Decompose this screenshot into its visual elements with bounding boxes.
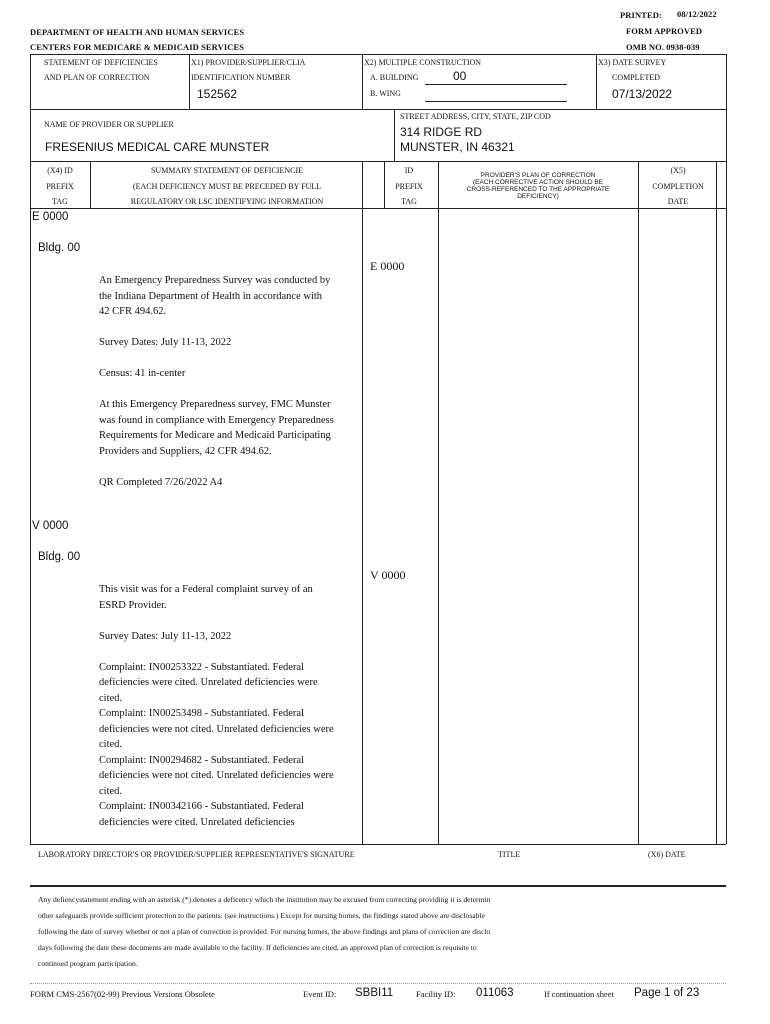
v-paragraph: Survey Dates: July 11-13, 2022 <box>99 630 232 642</box>
provider-id-value: 152562 <box>197 87 238 101</box>
x5-header-3: DATE <box>667 197 689 206</box>
date-survey-label-1: X3) DATE SURVEY <box>598 58 667 67</box>
e-paragraph: Census: 41 in-center <box>99 368 186 379</box>
title-label: TITLE <box>498 850 521 859</box>
e-paragraph: QR Completed 7/26/2022 A4 <box>99 476 223 488</box>
e-tag-right: E 0000 <box>370 259 405 273</box>
v-complaint: Complaint: IN00342166 - Substantiated. Federal deficiencies were cited. Unrelated deficiencies <box>99 801 305 828</box>
event-id-label: Event ID: <box>303 989 337 999</box>
v-complaint: Complaint: IN00253322 - Substantiated. Federal deficiencies were cited. Unrelated deficiencies were cited. <box>99 661 318 704</box>
department-title: DEPARTMENT OF HEALTH AND HUMAN SERVICES <box>30 27 245 37</box>
statement-label-2: AND PLAN OF CORRECTION <box>44 73 150 82</box>
omb-number: OMB NO. 0938-039 <box>626 42 700 52</box>
centers-title: CENTERS FOR MEDICARE & MEDICAID SERVICES <box>30 42 245 52</box>
e-tag-left: E 0000 <box>32 211 69 223</box>
multiple-construction-label: X2) MULTIPLE CONSTRUCTION <box>364 58 482 67</box>
date-survey-value: 07/13/2022 <box>612 87 673 101</box>
v-bldg: Bldg. 00 <box>38 551 81 563</box>
e-paragraph: Survey Dates: July 11-13, 2022 <box>99 337 232 348</box>
facility-id-value: 011063 <box>476 987 514 999</box>
address-label: STREET ADDRESS, CITY, STATE, ZIP COD <box>400 112 551 121</box>
address-line-2: MUNSTER, IN 46321 <box>400 140 515 154</box>
building-value: 00 <box>453 69 467 83</box>
statement-label-1: STATEMENT OF DEFICIENCIES <box>44 58 158 67</box>
plan-header: PROVIDER'S PLAN OF CORRECTION (EACH CORRECTIVE ACTION SHOULD BE CROSS-REFERENCED TO THE APPROPRIATE DEFICIENCY) <box>466 172 610 200</box>
x4-header-2: PREFIX <box>46 182 74 191</box>
v-paragraph: This visit was for a Federal complaint survey of an ESRD Provider. <box>99 584 313 611</box>
printed-date: 08/12/2022 <box>677 9 717 19</box>
x4-header-1: (X4) ID <box>47 166 73 175</box>
director-signature-label: LABORATORY DIRECTOR'S OR PROVIDER/SUPPLIER REPRESENTATIVE'S SIGNATURE <box>38 850 355 859</box>
date-survey-label-2: COMPLETED <box>612 73 660 82</box>
v-tag-left: V 0000 <box>32 520 69 532</box>
e-summary-text <box>99 273 335 490</box>
summary-header-3: REGULATORY OR LSC IDENTIFYING INFORMATION <box>130 197 324 206</box>
summary-header-1: SUMMARY STATEMENT OF DEFICIENCIE <box>150 166 304 175</box>
provider-id-label-1: X1) PROVIDER/SUPPLIER/CLIA <box>191 58 306 67</box>
address-line-1: 314 RIDGE RD <box>400 125 483 139</box>
printed-label: PRINTED: <box>620 10 662 20</box>
provider-id-label-2: IDENTIFICATION NUMBER <box>191 73 291 82</box>
deficiency-notice: Any defiencystatement ending with an asterisk (*) denotes a deficency which the institution may be excused from correcting providing it is determin other safeguards provide sufficient protection to the patients. (see instructions.) Except for nursing homes, the findings stated above are disclosable following the date of survey whether or not a plan of correction is provided. For nursing homes, the above findings and plans of correction are disclo days following the date these documents are made available to the facility. If deficiencies are cited, an approved plan of correction is requisite to continued program participation. <box>38 895 491 968</box>
wing-label: B. WING <box>370 89 401 98</box>
x4-header-3: TAG <box>52 197 68 206</box>
v-summary-text <box>99 582 335 830</box>
continuation-label: If continuation sheet <box>544 989 614 999</box>
form-number: FORM CMS-2567(02-99) Previous Versions Obsolete <box>30 989 215 999</box>
building-label: A. BUILDING <box>370 73 419 82</box>
e-paragraph: At this Emergency Preparedness survey, FMC Munster was found in compliance with Emergency Preparedness Requirements for Medicare and Medicaid Participating Providers and Suppliers, 42 CFR 494.62. <box>99 399 334 457</box>
id-header-1: ID <box>404 166 414 175</box>
summary-header-2: (EACH DEFICIENCY MUST BE PRECEDED BY FULL <box>132 182 322 191</box>
id-header-2: PREFIX <box>395 182 423 191</box>
v-complaint: Complaint: IN00253498 - Substantiated. Federal deficiencies were not cited. Unrelated deficiencies were cited. <box>99 708 334 750</box>
event-id-value: SBBI11 <box>355 987 394 999</box>
id-header-3: TAG <box>401 197 417 206</box>
page-number: Page 1 of 23 <box>634 987 700 999</box>
facility-id-label: Facility ID: <box>416 989 456 999</box>
provider-name: FRESENIUS MEDICAL CARE MUNSTER <box>45 140 270 154</box>
form-approved: FORM APPROVED <box>626 26 703 36</box>
provider-name-label: NAME OF PROVIDER OR SUPPLIER <box>44 120 174 129</box>
x5-header-2: COMPLETION <box>652 182 704 191</box>
e-paragraph: An Emergency Preparedness Survey was conducted by the Indiana Department of Health in accordance with 42 CFR 494.62. <box>99 275 331 317</box>
v-complaint: Complaint: IN00294682 - Substantiated. Federal deficiencies were not cited. Unrelated deficiencies were cited. <box>99 754 334 797</box>
e-bldg: Bldg. 00 <box>38 242 81 254</box>
x6-date-label: (X6) DATE <box>648 850 686 859</box>
v-tag-right: V 0000 <box>370 568 406 582</box>
x5-header-1: (X5) <box>670 166 686 175</box>
